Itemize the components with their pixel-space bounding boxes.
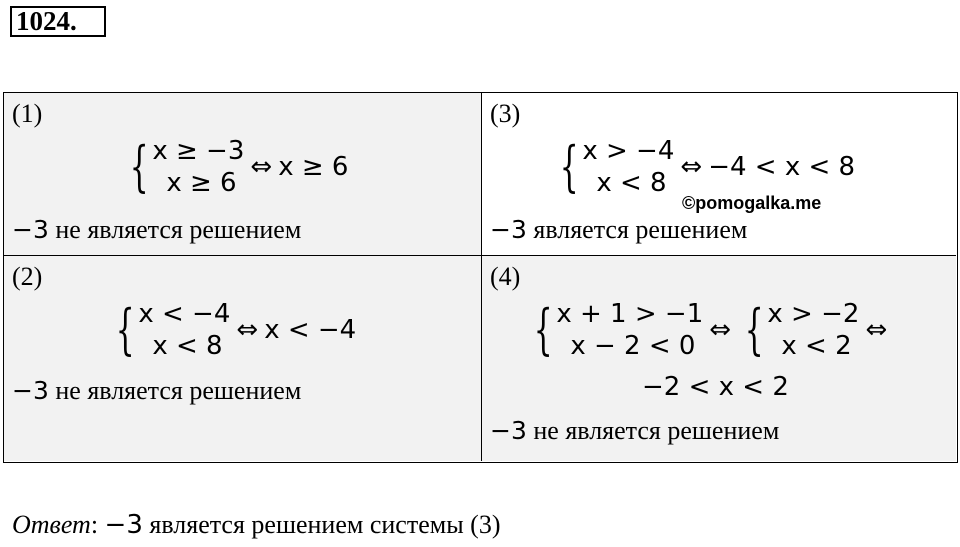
case-3-result: −4 < x < 8 bbox=[708, 152, 856, 182]
answer-line: Ответ: −3 является решением системы (3) bbox=[12, 510, 501, 540]
case-2-system bbox=[108, 298, 356, 362]
answer-text: является решением системы (3) bbox=[142, 510, 501, 539]
watermark: ©pomogalka.me bbox=[682, 193, 822, 213]
case-1-ineq-2: x ≥ 6 bbox=[166, 168, 237, 198]
brace-icon: { bbox=[129, 135, 149, 198]
case-4-ineq-4: x < 2 bbox=[781, 331, 852, 361]
solution-table bbox=[3, 92, 958, 463]
case-1-system bbox=[122, 135, 348, 199]
equivalence-arrow-icon: ⇔ bbox=[680, 152, 703, 182]
case-1-label: (1) bbox=[12, 99, 43, 128]
case-4-label: (4) bbox=[490, 262, 521, 291]
case-3-cell bbox=[481, 93, 956, 255]
case-2-ineq-2: x < 8 bbox=[152, 331, 223, 361]
brace-icon: { bbox=[559, 135, 579, 198]
brace-icon: { bbox=[744, 298, 764, 361]
case-4-ineq-2: x − 2 < 0 bbox=[570, 331, 696, 361]
case-1-ineq-1: x ≥ −3 bbox=[152, 136, 245, 166]
case-2-cell bbox=[4, 255, 481, 461]
case-1-cell bbox=[4, 93, 481, 255]
case-2-result: x < −4 bbox=[264, 315, 357, 345]
brace-icon: { bbox=[115, 298, 135, 361]
case-4-system bbox=[526, 298, 893, 362]
case-3-system bbox=[552, 135, 855, 199]
equivalence-arrow-icon: ⇔ bbox=[250, 152, 273, 182]
case-4-ineq-1: x + 1 > −1 bbox=[556, 299, 704, 329]
case-1-result: x ≥ 6 bbox=[278, 152, 349, 182]
answer-number: −3 bbox=[104, 510, 143, 540]
case-1-conclusion: −3 не является решением bbox=[12, 215, 302, 244]
problem-number: 1024. bbox=[10, 6, 106, 37]
case-2-label: (2) bbox=[12, 262, 43, 291]
case-2-ineq-1: x < −4 bbox=[138, 299, 231, 329]
case-3-ineq-1: x > −4 bbox=[582, 136, 675, 166]
case-3-conclusion: −3 является решением bbox=[490, 215, 748, 244]
equivalence-arrow-icon: ⇔ bbox=[865, 315, 888, 345]
case-3-ineq-2: x < 8 bbox=[596, 168, 667, 198]
equivalence-arrow-icon: ⇔ bbox=[236, 315, 259, 345]
case-2-conclusion: −3 не является решением bbox=[12, 376, 302, 405]
case-4-conclusion: −3 не является решением bbox=[490, 416, 780, 445]
equivalence-arrow-icon: ⇔ bbox=[709, 315, 732, 345]
answer-label: Ответ bbox=[12, 510, 91, 539]
case-4-result: −2 < x < 2 bbox=[642, 372, 789, 402]
brace-icon: { bbox=[533, 298, 553, 361]
case-4-ineq-3: x > −2 bbox=[767, 299, 860, 329]
case-3-label: (3) bbox=[490, 99, 521, 128]
case-4-cell bbox=[481, 255, 956, 461]
